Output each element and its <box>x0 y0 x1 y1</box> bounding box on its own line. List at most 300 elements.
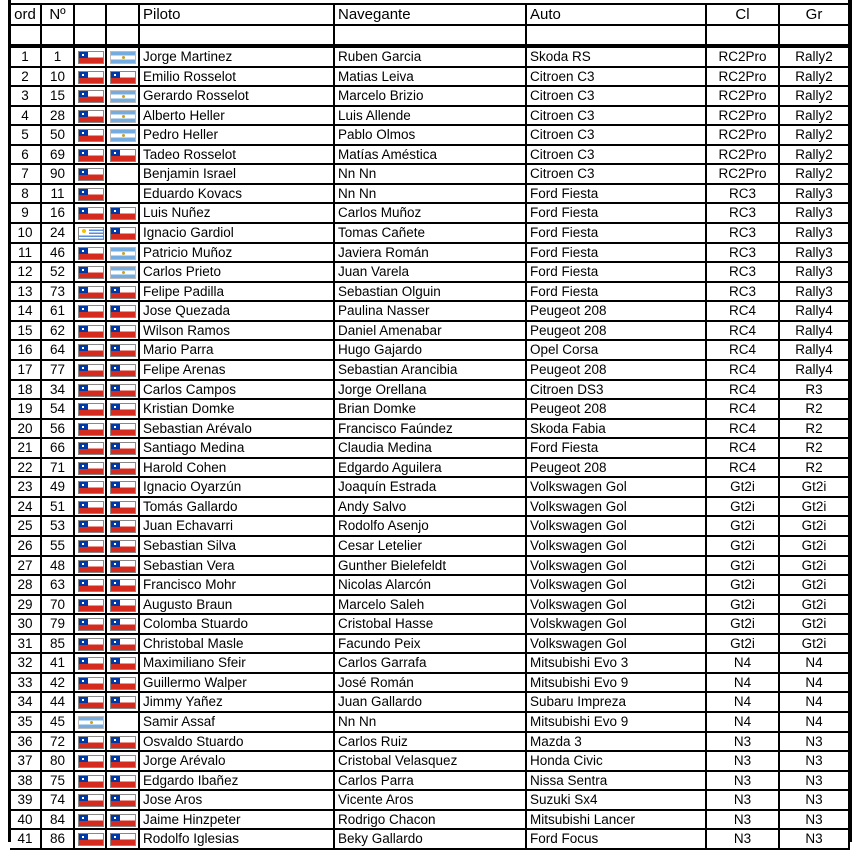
cell-cl[interactable]: Gt2i <box>707 557 780 576</box>
header-blank-cell[interactable] <box>42 26 75 46</box>
cell-flag1[interactable] <box>75 498 107 517</box>
cell-flag2[interactable] <box>107 107 140 126</box>
cell-flag2[interactable] <box>107 713 140 733</box>
cell-gr[interactable]: Rally2 <box>780 146 850 165</box>
cell-piloto[interactable]: Guillermo Walper <box>140 674 335 693</box>
cell-cl[interactable]: RC2Pro <box>707 126 780 146</box>
cell-flag1[interactable] <box>75 302 107 322</box>
header-cl[interactable]: Cl <box>707 5 780 26</box>
cell-num[interactable]: 24 <box>42 224 75 244</box>
cell-num[interactable]: 41 <box>42 654 75 674</box>
cell-flag2[interactable] <box>107 693 140 713</box>
cell-gr[interactable]: Gt2i <box>780 537 850 557</box>
cell-auto[interactable]: Citroen DS3 <box>527 381 707 400</box>
cell-num[interactable]: 1 <box>42 48 75 68</box>
cell-gr[interactable]: Rally2 <box>780 48 850 68</box>
cell-flag1[interactable] <box>75 126 107 146</box>
cell-cl[interactable]: N3 <box>707 811 780 830</box>
cell-flag1[interactable] <box>75 791 107 811</box>
cell-navegante[interactable]: Juan Gallardo <box>335 693 527 713</box>
cell-num[interactable]: 16 <box>42 204 75 224</box>
cell-flag1[interactable] <box>75 146 107 165</box>
cell-piloto[interactable]: Carlos Prieto <box>140 263 335 283</box>
cell-ord[interactable]: 40 <box>10 811 42 830</box>
cell-auto[interactable]: Volkswagen Gol <box>527 596 707 615</box>
cell-piloto[interactable]: Wilson Ramos <box>140 322 335 341</box>
cell-auto[interactable]: Citroen C3 <box>527 107 707 126</box>
cell-flag1[interactable] <box>75 283 107 302</box>
cell-ord[interactable]: 6 <box>10 146 42 165</box>
cell-ord[interactable]: 31 <box>10 635 42 654</box>
cell-flag2[interactable] <box>107 87 140 107</box>
cell-auto[interactable]: Ford Fiesta <box>527 283 707 302</box>
cell-flag2[interactable] <box>107 283 140 302</box>
cell-piloto[interactable]: Jorge Arévalo <box>140 752 335 772</box>
cell-flag2[interactable] <box>107 654 140 674</box>
cell-flag2[interactable] <box>107 615 140 635</box>
cell-cl[interactable]: RC4 <box>707 420 780 439</box>
cell-flag1[interactable] <box>75 341 107 361</box>
cell-navegante[interactable]: Carlos Parra <box>335 772 527 791</box>
cell-piloto[interactable]: Santiago Medina <box>140 439 335 459</box>
cell-auto[interactable]: Ford Fiesta <box>527 224 707 244</box>
cell-ord[interactable]: 27 <box>10 557 42 576</box>
cell-flag1[interactable] <box>75 381 107 400</box>
cell-flag1[interactable] <box>75 204 107 224</box>
cell-auto[interactable]: Subaru Impreza <box>527 693 707 713</box>
cell-cl[interactable]: RC4 <box>707 341 780 361</box>
cell-piloto[interactable]: Jaime Hinzpeter <box>140 811 335 830</box>
cell-num[interactable]: 28 <box>42 107 75 126</box>
cell-navegante[interactable]: Carlos Ruiz <box>335 733 527 752</box>
cell-navegante[interactable]: Claudia Medina <box>335 439 527 459</box>
cell-flag2[interactable] <box>107 204 140 224</box>
cell-piloto[interactable]: Colomba Stuardo <box>140 615 335 635</box>
cell-flag1[interactable] <box>75 772 107 791</box>
cell-flag2[interactable] <box>107 302 140 322</box>
cell-piloto[interactable]: Juan Echavarri <box>140 517 335 537</box>
cell-ord[interactable]: 37 <box>10 752 42 772</box>
cell-piloto[interactable]: Osvaldo Stuardo <box>140 733 335 752</box>
cell-flag2[interactable] <box>107 48 140 68</box>
cell-flag1[interactable] <box>75 185 107 204</box>
header-blank-cell[interactable] <box>335 26 527 46</box>
cell-navegante[interactable]: Andy Salvo <box>335 498 527 517</box>
cell-flag2[interactable] <box>107 733 140 752</box>
cell-flag1[interactable] <box>75 400 107 420</box>
cell-navegante[interactable]: Ruben Garcia <box>335 48 527 68</box>
cell-navegante[interactable]: Rodrigo Chacon <box>335 811 527 830</box>
cell-ord[interactable]: 26 <box>10 537 42 557</box>
cell-navegante[interactable]: Cristobal Velasquez <box>335 752 527 772</box>
cell-gr[interactable]: Gt2i <box>780 478 850 498</box>
cell-auto[interactable]: Suzuki Sx4 <box>527 791 707 811</box>
cell-num[interactable]: 49 <box>42 478 75 498</box>
cell-auto[interactable]: Mitsubishi Evo 3 <box>527 654 707 674</box>
cell-flag1[interactable] <box>75 517 107 537</box>
header-blank-cell[interactable] <box>780 26 850 46</box>
cell-gr[interactable]: N3 <box>780 830 850 850</box>
cell-ord[interactable]: 36 <box>10 733 42 752</box>
cell-flag2[interactable] <box>107 752 140 772</box>
cell-gr[interactable]: Rally4 <box>780 302 850 322</box>
cell-auto[interactable]: Volkswagen Gol <box>527 478 707 498</box>
cell-piloto[interactable]: Sebastian Silva <box>140 537 335 557</box>
cell-cl[interactable]: N3 <box>707 830 780 850</box>
cell-navegante[interactable]: Nn Nn <box>335 713 527 733</box>
cell-piloto[interactable]: Rodolfo Iglesias <box>140 830 335 850</box>
cell-flag1[interactable] <box>75 557 107 576</box>
cell-cl[interactable]: Gt2i <box>707 615 780 635</box>
cell-piloto[interactable]: Maximiliano Sfeir <box>140 654 335 674</box>
cell-piloto[interactable]: Samir Assaf <box>140 713 335 733</box>
cell-flag1[interactable] <box>75 420 107 439</box>
cell-navegante[interactable]: Juan Varela <box>335 263 527 283</box>
cell-gr[interactable]: N4 <box>780 674 850 693</box>
cell-navegante[interactable]: Carlos Muñoz <box>335 204 527 224</box>
cell-num[interactable]: 85 <box>42 635 75 654</box>
cell-piloto[interactable]: Augusto Braun <box>140 596 335 615</box>
cell-ord[interactable]: 30 <box>10 615 42 635</box>
cell-navegante[interactable]: Marcelo Saleh <box>335 596 527 615</box>
cell-flag2[interactable] <box>107 381 140 400</box>
cell-gr[interactable]: Rally3 <box>780 185 850 204</box>
cell-flag2[interactable] <box>107 596 140 615</box>
cell-num[interactable]: 71 <box>42 459 75 478</box>
header-piloto[interactable]: Piloto <box>140 5 335 26</box>
cell-piloto[interactable]: Harold Cohen <box>140 459 335 478</box>
cell-flag1[interactable] <box>75 244 107 263</box>
cell-navegante[interactable]: Edgardo Aguilera <box>335 459 527 478</box>
cell-flag2[interactable] <box>107 459 140 478</box>
cell-navegante[interactable]: Facundo Peix <box>335 635 527 654</box>
cell-cl[interactable]: Gt2i <box>707 478 780 498</box>
cell-flag1[interactable] <box>75 811 107 830</box>
cell-piloto[interactable]: Mario Parra <box>140 341 335 361</box>
cell-ord[interactable]: 7 <box>10 165 42 185</box>
cell-navegante[interactable]: Brian Domke <box>335 400 527 420</box>
cell-flag2[interactable] <box>107 420 140 439</box>
cell-ord[interactable]: 11 <box>10 244 42 263</box>
cell-ord[interactable]: 41 <box>10 830 42 850</box>
cell-num[interactable]: 84 <box>42 811 75 830</box>
cell-num[interactable]: 42 <box>42 674 75 693</box>
cell-cl[interactable]: RC4 <box>707 361 780 381</box>
cell-cl[interactable]: RC2Pro <box>707 107 780 126</box>
cell-gr[interactable]: Rally2 <box>780 87 850 107</box>
cell-auto[interactable]: Volkswagen Gol <box>527 537 707 557</box>
cell-cl[interactable]: RC4 <box>707 322 780 341</box>
cell-gr[interactable]: N4 <box>780 693 850 713</box>
cell-gr[interactable]: Rally3 <box>780 244 850 263</box>
cell-num[interactable]: 55 <box>42 537 75 557</box>
cell-cl[interactable]: RC3 <box>707 204 780 224</box>
cell-flag1[interactable] <box>75 322 107 341</box>
cell-flag2[interactable] <box>107 537 140 557</box>
cell-piloto[interactable]: Francisco Mohr <box>140 576 335 596</box>
cell-gr[interactable]: Rally3 <box>780 283 850 302</box>
cell-ord[interactable]: 13 <box>10 283 42 302</box>
cell-num[interactable]: 73 <box>42 283 75 302</box>
cell-ord[interactable]: 18 <box>10 381 42 400</box>
cell-flag1[interactable] <box>75 361 107 381</box>
cell-num[interactable]: 52 <box>42 263 75 283</box>
cell-cl[interactable]: N4 <box>707 654 780 674</box>
cell-gr[interactable]: Rally4 <box>780 341 850 361</box>
cell-num[interactable]: 80 <box>42 752 75 772</box>
cell-ord[interactable]: 39 <box>10 791 42 811</box>
cell-ord[interactable]: 1 <box>10 48 42 68</box>
cell-gr[interactable]: N4 <box>780 713 850 733</box>
cell-gr[interactable]: Gt2i <box>780 596 850 615</box>
cell-cl[interactable]: RC4 <box>707 400 780 420</box>
cell-flag2[interactable] <box>107 126 140 146</box>
cell-gr[interactable]: N3 <box>780 752 850 772</box>
cell-flag2[interactable] <box>107 146 140 165</box>
cell-gr[interactable]: N3 <box>780 772 850 791</box>
cell-flag1[interactable] <box>75 733 107 752</box>
cell-num[interactable]: 74 <box>42 791 75 811</box>
cell-auto[interactable]: Volkswagen Gol <box>527 517 707 537</box>
cell-ord[interactable]: 14 <box>10 302 42 322</box>
cell-gr[interactable]: Rally2 <box>780 68 850 87</box>
cell-flag2[interactable] <box>107 674 140 693</box>
cell-cl[interactable]: RC3 <box>707 263 780 283</box>
cell-auto[interactable]: Peugeot 208 <box>527 361 707 381</box>
cell-flag1[interactable] <box>75 596 107 615</box>
cell-piloto[interactable]: Gerardo Rosselot <box>140 87 335 107</box>
cell-cl[interactable]: RC4 <box>707 381 780 400</box>
cell-navegante[interactable]: Nn Nn <box>335 165 527 185</box>
cell-navegante[interactable]: Cristobal Hasse <box>335 615 527 635</box>
cell-navegante[interactable]: José Román <box>335 674 527 693</box>
cell-navegante[interactable]: Luis Allende <box>335 107 527 126</box>
cell-flag2[interactable] <box>107 439 140 459</box>
header-num[interactable]: Nº <box>42 5 75 26</box>
cell-cl[interactable]: RC3 <box>707 244 780 263</box>
cell-auto[interactable]: Ford Focus <box>527 830 707 850</box>
cell-piloto[interactable]: Felipe Arenas <box>140 361 335 381</box>
cell-navegante[interactable]: Jorge Orellana <box>335 381 527 400</box>
cell-navegante[interactable]: Daniel Amenabar <box>335 322 527 341</box>
cell-auto[interactable]: Citroen C3 <box>527 165 707 185</box>
header-ord[interactable]: ord <box>10 5 42 26</box>
cell-flag1[interactable] <box>75 263 107 283</box>
cell-flag1[interactable] <box>75 224 107 244</box>
cell-navegante[interactable]: Rodolfo Asenjo <box>335 517 527 537</box>
cell-cl[interactable]: Gt2i <box>707 537 780 557</box>
cell-navegante[interactable]: Javiera Román <box>335 244 527 263</box>
cell-piloto[interactable]: Felipe Padilla <box>140 283 335 302</box>
cell-auto[interactable]: Volkswagen Gol <box>527 576 707 596</box>
cell-flag2[interactable] <box>107 400 140 420</box>
header-blank-cell[interactable] <box>75 26 107 46</box>
cell-flag1[interactable] <box>75 635 107 654</box>
cell-piloto[interactable]: Jose Quezada <box>140 302 335 322</box>
header-flag2[interactable] <box>107 5 140 26</box>
cell-flag1[interactable] <box>75 654 107 674</box>
cell-flag2[interactable] <box>107 68 140 87</box>
cell-flag1[interactable] <box>75 439 107 459</box>
cell-flag2[interactable] <box>107 361 140 381</box>
cell-gr[interactable]: N3 <box>780 791 850 811</box>
cell-auto[interactable]: Citroen C3 <box>527 68 707 87</box>
cell-cl[interactable]: RC2Pro <box>707 68 780 87</box>
cell-flag1[interactable] <box>75 674 107 693</box>
cell-piloto[interactable]: Eduardo Kovacs <box>140 185 335 204</box>
header-navegante[interactable]: Navegante <box>335 5 527 26</box>
cell-navegante[interactable]: Carlos Garrafa <box>335 654 527 674</box>
cell-num[interactable]: 90 <box>42 165 75 185</box>
cell-auto[interactable]: Peugeot 208 <box>527 322 707 341</box>
cell-flag1[interactable] <box>75 576 107 596</box>
cell-ord[interactable]: 4 <box>10 107 42 126</box>
cell-cl[interactable]: N4 <box>707 713 780 733</box>
cell-flag1[interactable] <box>75 68 107 87</box>
cell-num[interactable]: 48 <box>42 557 75 576</box>
cell-gr[interactable]: N3 <box>780 811 850 830</box>
cell-flag2[interactable] <box>107 478 140 498</box>
cell-num[interactable]: 64 <box>42 341 75 361</box>
cell-navegante[interactable]: Beky Gallardo <box>335 830 527 850</box>
cell-cl[interactable]: N3 <box>707 772 780 791</box>
cell-auto[interactable]: Citroen C3 <box>527 126 707 146</box>
cell-ord[interactable]: 15 <box>10 322 42 341</box>
cell-gr[interactable]: Rally4 <box>780 361 850 381</box>
cell-ord[interactable]: 22 <box>10 459 42 478</box>
cell-flag2[interactable] <box>107 557 140 576</box>
cell-navegante[interactable]: Nn Nn <box>335 185 527 204</box>
header-blank-cell[interactable] <box>107 26 140 46</box>
cell-num[interactable]: 62 <box>42 322 75 341</box>
header-flag1[interactable] <box>75 5 107 26</box>
cell-navegante[interactable]: Nicolas Alarcón <box>335 576 527 596</box>
cell-navegante[interactable]: Pablo Olmos <box>335 126 527 146</box>
cell-ord[interactable]: 35 <box>10 713 42 733</box>
cell-navegante[interactable]: Cesar Letelier <box>335 537 527 557</box>
cell-gr[interactable]: R2 <box>780 400 850 420</box>
cell-cl[interactable]: Gt2i <box>707 517 780 537</box>
cell-num[interactable]: 45 <box>42 713 75 733</box>
cell-flag1[interactable] <box>75 107 107 126</box>
cell-ord[interactable]: 19 <box>10 400 42 420</box>
cell-auto[interactable]: Honda Civic <box>527 752 707 772</box>
cell-flag2[interactable] <box>107 498 140 517</box>
cell-auto[interactable]: Ford Fiesta <box>527 204 707 224</box>
cell-ord[interactable]: 12 <box>10 263 42 283</box>
cell-ord[interactable]: 28 <box>10 576 42 596</box>
cell-num[interactable]: 54 <box>42 400 75 420</box>
cell-cl[interactable]: Gt2i <box>707 596 780 615</box>
cell-auto[interactable]: Volkswagen Gol <box>527 557 707 576</box>
cell-flag2[interactable] <box>107 165 140 185</box>
cell-piloto[interactable]: Alberto Heller <box>140 107 335 126</box>
cell-navegante[interactable]: Gunther Bielefeldt <box>335 557 527 576</box>
cell-flag1[interactable] <box>75 459 107 478</box>
cell-ord[interactable]: 8 <box>10 185 42 204</box>
cell-gr[interactable]: R2 <box>780 459 850 478</box>
cell-navegante[interactable]: Tomas Cañete <box>335 224 527 244</box>
cell-auto[interactable]: Ford Fiesta <box>527 263 707 283</box>
cell-auto[interactable]: Volskwagen Gol <box>527 615 707 635</box>
cell-num[interactable]: 79 <box>42 615 75 635</box>
cell-num[interactable]: 44 <box>42 693 75 713</box>
cell-piloto[interactable]: Benjamin Israel <box>140 165 335 185</box>
cell-navegante[interactable]: Paulina Nasser <box>335 302 527 322</box>
cell-flag2[interactable] <box>107 185 140 204</box>
cell-navegante[interactable]: Vicente Aros <box>335 791 527 811</box>
cell-flag1[interactable] <box>75 693 107 713</box>
cell-cl[interactable]: N3 <box>707 733 780 752</box>
cell-gr[interactable]: Gt2i <box>780 615 850 635</box>
cell-gr[interactable]: Rally4 <box>780 322 850 341</box>
cell-cl[interactable]: Gt2i <box>707 498 780 517</box>
cell-gr[interactable]: Rally2 <box>780 126 850 146</box>
cell-flag2[interactable] <box>107 791 140 811</box>
cell-piloto[interactable]: Luis Nuñez <box>140 204 335 224</box>
cell-num[interactable]: 11 <box>42 185 75 204</box>
cell-num[interactable]: 51 <box>42 498 75 517</box>
cell-piloto[interactable]: Tadeo Rosselot <box>140 146 335 165</box>
cell-ord[interactable]: 38 <box>10 772 42 791</box>
cell-navegante[interactable]: Matias Leiva <box>335 68 527 87</box>
cell-num[interactable]: 86 <box>42 830 75 850</box>
cell-ord[interactable]: 17 <box>10 361 42 381</box>
cell-auto[interactable]: Peugeot 208 <box>527 302 707 322</box>
header-blank-cell[interactable] <box>527 26 707 46</box>
cell-auto[interactable]: Volkswagen Gol <box>527 498 707 517</box>
cell-piloto[interactable]: Edgardo Ibañez <box>140 772 335 791</box>
cell-cl[interactable]: N4 <box>707 674 780 693</box>
cell-gr[interactable]: Rally3 <box>780 204 850 224</box>
cell-cl[interactable]: RC3 <box>707 185 780 204</box>
cell-auto[interactable]: Nissa Sentra <box>527 772 707 791</box>
cell-num[interactable]: 70 <box>42 596 75 615</box>
cell-ord[interactable]: 24 <box>10 498 42 517</box>
cell-flag2[interactable] <box>107 244 140 263</box>
header-gr[interactable]: Gr <box>780 5 850 26</box>
cell-num[interactable]: 10 <box>42 68 75 87</box>
cell-piloto[interactable]: Jorge Martinez <box>140 48 335 68</box>
cell-piloto[interactable]: Christobal Masle <box>140 635 335 654</box>
cell-auto[interactable]: Skoda RS <box>527 48 707 68</box>
cell-auto[interactable]: Mitsubishi Lancer <box>527 811 707 830</box>
cell-num[interactable]: 56 <box>42 420 75 439</box>
cell-piloto[interactable]: Sebastian Vera <box>140 557 335 576</box>
cell-auto[interactable]: Citroen C3 <box>527 146 707 165</box>
cell-cl[interactable]: RC4 <box>707 459 780 478</box>
cell-auto[interactable]: Volkswagen Gol <box>527 635 707 654</box>
cell-ord[interactable]: 3 <box>10 87 42 107</box>
cell-piloto[interactable]: Jimmy Yañez <box>140 693 335 713</box>
cell-num[interactable]: 66 <box>42 439 75 459</box>
cell-cl[interactable]: RC4 <box>707 302 780 322</box>
cell-piloto[interactable]: Emilio Rosselot <box>140 68 335 87</box>
cell-flag2[interactable] <box>107 263 140 283</box>
cell-gr[interactable]: R2 <box>780 420 850 439</box>
cell-gr[interactable]: Gt2i <box>780 517 850 537</box>
cell-navegante[interactable]: Francisco Faúndez <box>335 420 527 439</box>
cell-gr[interactable]: Rally2 <box>780 107 850 126</box>
cell-piloto[interactable]: Sebastian Arévalo <box>140 420 335 439</box>
cell-cl[interactable]: RC4 <box>707 439 780 459</box>
cell-piloto[interactable]: Tomás Gallardo <box>140 498 335 517</box>
cell-gr[interactable]: Gt2i <box>780 576 850 596</box>
cell-piloto[interactable]: Jose Aros <box>140 791 335 811</box>
cell-auto[interactable]: Ford Fiesta <box>527 439 707 459</box>
cell-num[interactable]: 34 <box>42 381 75 400</box>
cell-gr[interactable]: Rally3 <box>780 224 850 244</box>
